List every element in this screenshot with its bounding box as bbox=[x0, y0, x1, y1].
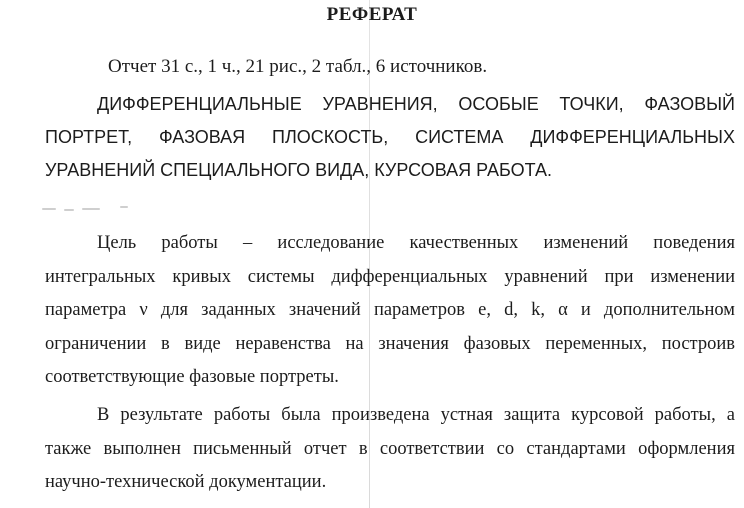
report-metadata: Отчет 31 с., 1 ч., 21 рис., 2 табл., 6 источников. bbox=[108, 56, 488, 77]
paragraph-line: соответствующие фазовые портреты. bbox=[45, 367, 339, 387]
scan-smudge bbox=[42, 204, 142, 214]
document-title: РЕФЕРАТ bbox=[326, 4, 418, 25]
goal-paragraph bbox=[45, 227, 735, 395]
paragraph-line: ограничении в виде неравенства на значения фазовых переменных, построив bbox=[45, 333, 735, 354]
keywords-line: ПОРТРЕТ, ФАЗОВАЯ ПЛОСКОСТЬ, СИСТЕМА ДИФФЕРЕНЦИАЛЬНЫХ bbox=[45, 127, 735, 147]
paragraph-line: Цель работы – исследование качественных изменений поведения bbox=[97, 233, 735, 253]
keywords-line: УРАВНЕНИЙ СПЕЦИАЛЬНОГО ВИДА, КУРСОВАЯ РАБОТА. bbox=[45, 160, 552, 180]
paragraph-line: научно-технической документации. bbox=[45, 472, 327, 492]
paragraph-line: также выполнен письменный отчет в соответствии со стандартами оформления bbox=[45, 438, 735, 459]
result-paragraph bbox=[45, 399, 735, 500]
paragraph-line: параметра ν для заданных значений параметров e, d, k, α и дополнительном bbox=[45, 300, 735, 320]
paragraph-line: В результате работы была произведена устная защита курсовой работы, а bbox=[97, 405, 735, 425]
paragraph-line: интегральных кривых системы дифференциальных уравнений при изменении bbox=[45, 266, 735, 287]
keywords-line: ДИФФЕРЕНЦИАЛЬНЫЕ УРАВНЕНИЯ, ОСОБЫЕ ТОЧКИ, ФАЗОВЫЙ bbox=[97, 94, 735, 114]
keywords-block bbox=[45, 88, 735, 187]
